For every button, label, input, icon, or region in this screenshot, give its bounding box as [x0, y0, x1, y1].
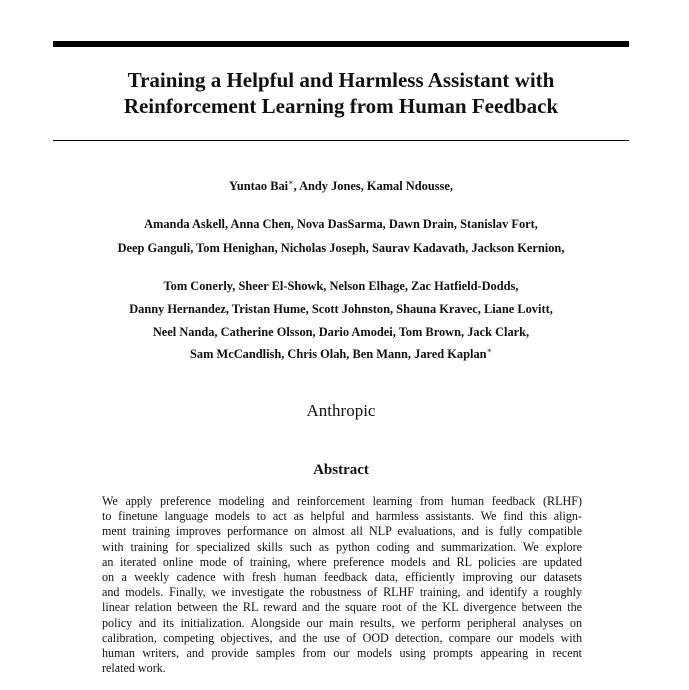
abstract-line: related work. — [102, 661, 166, 676]
abstract-body — [102, 494, 582, 676]
author-line-7 — [53, 346, 629, 362]
abstract-line: an iterated online mode of training, where preference models and RL policies are updated — [102, 554, 582, 569]
author-line-5: Danny Hernandez, Tristan Hume, Scott Johnston, Shauna Kravec, Liane Lovitt, — [129, 302, 553, 316]
title-line-1: Training a Helpful and Harmless Assistant with — [127, 68, 555, 92]
abstract-line: calibration, competing objectives, and the use of OOD detection, compare our models with — [102, 630, 582, 645]
author-line-1: Yuntao Bai∗, Andy Jones, Kamal Ndousse, — [229, 178, 453, 193]
author-line-4: Tom Conerly, Sheer El-Showk, Nelson Elhage, Zac Hatfield-Dodds, — [163, 279, 519, 293]
abstract-line: policy and its initialization. Alongside our main results, we perform peripheral analyses on — [102, 615, 582, 630]
abstract-line: with training for specialized skills such as python coding and summarization. We explore — [102, 539, 582, 554]
title-bottom-rule — [53, 140, 629, 141]
abstract-line: We apply preference modeling and reinforcement learning from human feedback (RLHF) — [102, 494, 582, 508]
abstract-line: ment training improves performance on almost all NLP evaluations, and is fully compatible — [102, 524, 582, 539]
author-footnote-mark-last: ∗ — [486, 346, 492, 355]
author-line-2: Amanda Askell, Anna Chen, Nova DasSarma, Dawn Drain, Stanislav Fort, — [144, 217, 538, 231]
author-line-6: Neel Nanda, Catherine Olsson, Dario Amodei, Tom Brown, Jack Clark, — [152, 325, 530, 339]
title-top-rule — [53, 41, 629, 47]
abstract-line: to finetune language models to act as helpful and harmless assistants. We find this align- — [102, 509, 582, 524]
author-last-group: Sam McCandlish, Chris Olah, Ben Mann, Jared Kaplan — [190, 347, 487, 361]
author-line-3: Deep Ganguli, Tom Henighan, Nicholas Joseph, Saurav Kadavath, Jackson Kernion, — [117, 241, 565, 255]
author-first-group: Andy Jones, Kamal Ndousse, — [299, 179, 453, 193]
abstract-heading: Abstract — [313, 462, 369, 478]
affiliation: Anthropic — [306, 401, 376, 420]
abstract-line: and models. Finally, we investigate the robustness of RLHF training, and identify a roughly — [102, 585, 582, 600]
title-line-2: Reinforcement Learning from Human Feedback — [123, 94, 559, 118]
author-footnote-mark: ∗ — [288, 178, 294, 187]
paper-title — [53, 67, 629, 119]
abstract-line: human writers, and provide samples from our models using prompts appearing in recent — [102, 646, 582, 661]
abstract-line: linear relation between the RL reward and the square root of the KL divergence between the — [102, 600, 582, 615]
author-first: Yuntao Bai — [229, 179, 289, 193]
abstract-line: on a weekly cadence with fresh human feedback data, efficiently improving our datasets — [102, 570, 582, 585]
